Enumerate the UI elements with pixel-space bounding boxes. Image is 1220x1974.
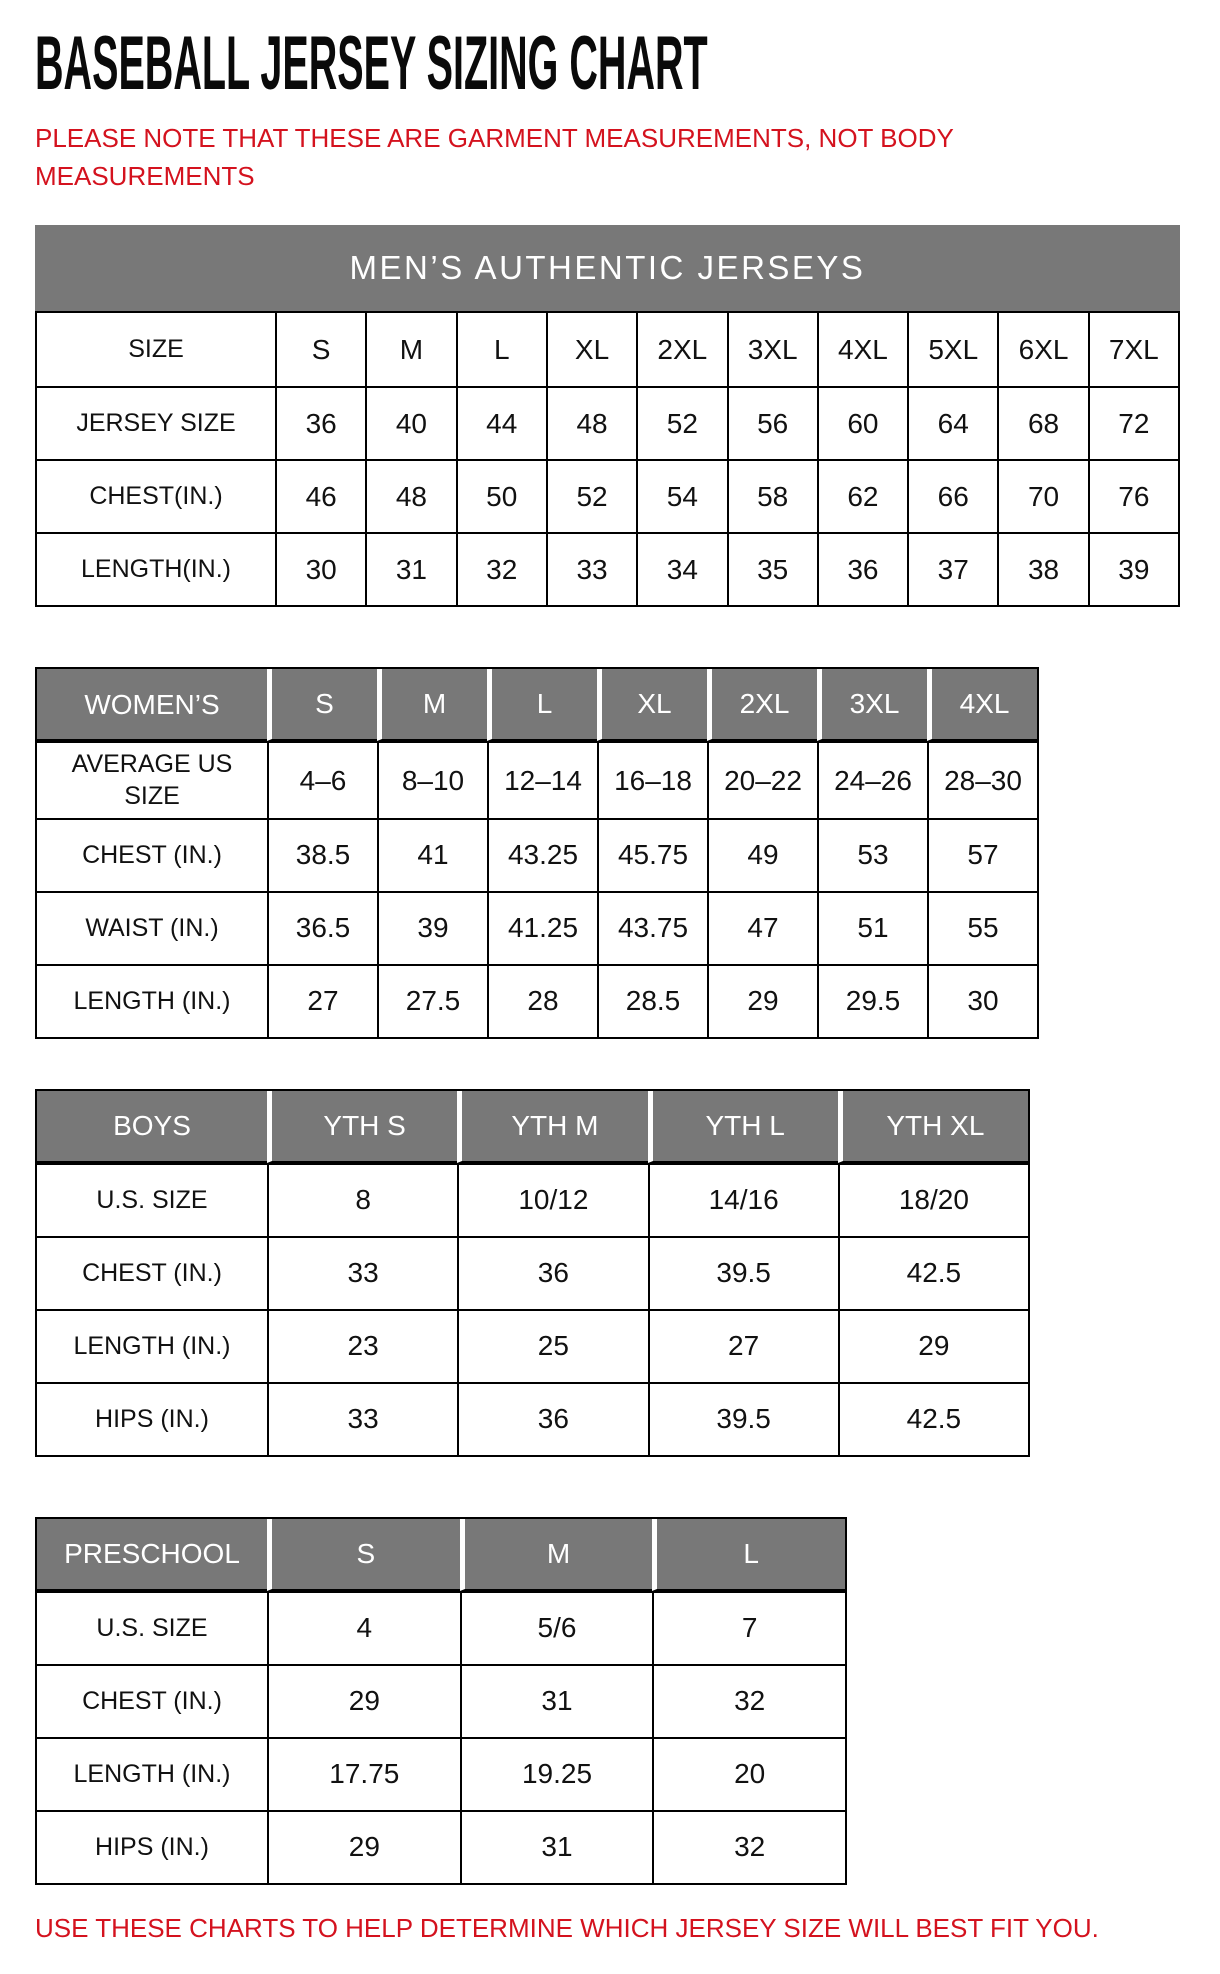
table-row: [37, 1664, 845, 1737]
table-cell: 20: [652, 1737, 845, 1810]
table-cell: 39: [1088, 532, 1178, 605]
table-cell: 27.5: [377, 964, 487, 1037]
table-cell: 33: [267, 1236, 457, 1309]
header-cell: YTH XL: [838, 1091, 1028, 1163]
table-row: [37, 818, 1037, 891]
table-cell: 46: [275, 459, 365, 532]
table-cell: 57: [927, 818, 1037, 891]
table-cell: 47: [707, 891, 817, 964]
row-label: U.S. SIZE: [37, 1591, 267, 1664]
table-cell: 38.5: [267, 818, 377, 891]
table-cell: 33: [546, 532, 636, 605]
table-cell: 27: [267, 964, 377, 1037]
table-cell: XL: [546, 313, 636, 386]
page-title-text: BASEBALL JERSEY SIZING CHART: [35, 21, 708, 106]
table-cell: 36: [275, 386, 365, 459]
table-cell: 76: [1088, 459, 1178, 532]
row-label: AVERAGE US SIZE: [37, 741, 267, 818]
table-cell: 17.75: [267, 1737, 460, 1810]
table-row: [37, 1236, 1028, 1309]
mens-jerseys-table: [35, 311, 1180, 607]
table-row: [37, 1737, 845, 1810]
table-cell: 49: [707, 818, 817, 891]
table-header-row: [37, 1519, 845, 1591]
table-cell: 20–22: [707, 741, 817, 818]
row-label: LENGTH(IN.): [37, 532, 275, 605]
row-label: HIPS (IN.): [37, 1810, 267, 1883]
header-cell: BOYS: [37, 1091, 267, 1163]
table-cell: 43.75: [597, 891, 707, 964]
table-header-row: [37, 669, 1037, 741]
table-cell: 29: [267, 1664, 460, 1737]
table-cell: 31: [460, 1664, 653, 1737]
table-cell: 32: [456, 532, 546, 605]
table-cell: 41.25: [487, 891, 597, 964]
table-cell: 28.5: [597, 964, 707, 1037]
row-label: CHEST (IN.): [37, 818, 267, 891]
table-row: [37, 532, 1178, 605]
table-cell: 51: [817, 891, 927, 964]
table-cell: 52: [546, 459, 636, 532]
table-cell: 6XL: [997, 313, 1087, 386]
table-cell: 60: [817, 386, 907, 459]
table-cell: 41: [377, 818, 487, 891]
preschool-jerseys-table: [35, 1517, 847, 1885]
table-row: [37, 741, 1037, 818]
table-cell: 62: [817, 459, 907, 532]
table-cell: 7: [652, 1591, 845, 1664]
table-cell: 10/12: [457, 1163, 647, 1236]
table-row: [37, 1163, 1028, 1236]
table-cell: 50: [456, 459, 546, 532]
table-cell: 35: [727, 532, 817, 605]
table-row: [37, 386, 1178, 459]
table-row: [37, 964, 1037, 1037]
mens-table-banner: MEN’S AUTHENTIC JERSEYS: [35, 225, 1180, 311]
table-cell: 23: [267, 1309, 457, 1382]
table-cell: 36: [817, 532, 907, 605]
row-label: CHEST (IN.): [37, 1664, 267, 1737]
table-cell: 53: [817, 818, 927, 891]
table-cell: 30: [927, 964, 1037, 1037]
row-label: HIPS (IN.): [37, 1382, 267, 1455]
table-cell: 39.5: [648, 1382, 838, 1455]
table-cell: 40: [365, 386, 455, 459]
table-cell: 14/16: [648, 1163, 838, 1236]
table-cell: 36: [457, 1236, 647, 1309]
boys-jerseys-table: [35, 1089, 1030, 1457]
table-row: [37, 1591, 845, 1664]
table-cell: S: [275, 313, 365, 386]
table-cell: 54: [636, 459, 726, 532]
table-cell: 32: [652, 1810, 845, 1883]
row-label: LENGTH (IN.): [37, 1737, 267, 1810]
table-cell: 39: [377, 891, 487, 964]
table-cell: 19.25: [460, 1737, 653, 1810]
header-cell: 3XL: [817, 669, 927, 741]
table-cell: 45.75: [597, 818, 707, 891]
table-cell: 7XL: [1088, 313, 1178, 386]
table-cell: 68: [997, 386, 1087, 459]
table-cell: 27: [648, 1309, 838, 1382]
table-cell: 12–14: [487, 741, 597, 818]
table-cell: 8: [267, 1163, 457, 1236]
table-cell: 42.5: [838, 1382, 1028, 1455]
header-cell: YTH M: [457, 1091, 647, 1163]
table-cell: 42.5: [838, 1236, 1028, 1309]
table-cell: 34: [636, 532, 726, 605]
table-cell: 48: [365, 459, 455, 532]
table-cell: 56: [727, 386, 817, 459]
table-cell: 44: [456, 386, 546, 459]
table-cell: 25: [457, 1309, 647, 1382]
table-cell: 4XL: [817, 313, 907, 386]
table-cell: 36: [457, 1382, 647, 1455]
table-cell: 37: [907, 532, 997, 605]
table-cell: 64: [907, 386, 997, 459]
header-cell: L: [652, 1519, 845, 1591]
table-cell: 4–6: [267, 741, 377, 818]
header-cell: L: [487, 669, 597, 741]
table-cell: 5/6: [460, 1591, 653, 1664]
garment-measurements-note: PLEASE NOTE THAT THESE ARE GARMENT MEASUREMENTS, NOT BODY MEASUREMENTS: [35, 123, 954, 191]
mens-jerseys-section: [35, 225, 1220, 607]
table-cell: 31: [460, 1810, 653, 1883]
table-cell: 38: [997, 532, 1087, 605]
row-label: LENGTH (IN.): [37, 964, 267, 1037]
header-cell: YTH L: [648, 1091, 838, 1163]
header-cell: S: [267, 669, 377, 741]
table-header-row: [37, 1091, 1028, 1163]
table-cell: 39.5: [648, 1236, 838, 1309]
header-cell: WOMEN’S: [37, 669, 267, 741]
table-cell: M: [365, 313, 455, 386]
page-title: [35, 21, 1220, 110]
table-cell: 72: [1088, 386, 1178, 459]
table-cell: 24–26: [817, 741, 927, 818]
table-row: [37, 891, 1037, 964]
table-cell: 29: [267, 1810, 460, 1883]
row-label: U.S. SIZE: [37, 1163, 267, 1236]
row-label: WAIST (IN.): [37, 891, 267, 964]
row-label: JERSEY SIZE: [37, 386, 275, 459]
header-cell: M: [460, 1519, 653, 1591]
table-cell: 29.5: [817, 964, 927, 1037]
table-cell: 4: [267, 1591, 460, 1664]
table-cell: 70: [997, 459, 1087, 532]
table-cell: 36.5: [267, 891, 377, 964]
header-cell: YTH S: [267, 1091, 457, 1163]
womens-jerseys-table: [35, 667, 1039, 1039]
table-row: [37, 313, 1178, 386]
table-cell: 16–18: [597, 741, 707, 818]
table-cell: 3XL: [727, 313, 817, 386]
header-cell: 4XL: [927, 669, 1037, 741]
table-row: [37, 459, 1178, 532]
row-label: LENGTH (IN.): [37, 1309, 267, 1382]
table-row: [37, 1309, 1028, 1382]
table-cell: 58: [727, 459, 817, 532]
table-cell: 29: [707, 964, 817, 1037]
table-cell: 29: [838, 1309, 1028, 1382]
table-cell: 28–30: [927, 741, 1037, 818]
table-cell: 30: [275, 532, 365, 605]
table-cell: 52: [636, 386, 726, 459]
table-cell: 28: [487, 964, 597, 1037]
header-cell: 2XL: [707, 669, 817, 741]
header-cell: XL: [597, 669, 707, 741]
table-row: [37, 1810, 845, 1883]
row-label: CHEST(IN.): [37, 459, 275, 532]
table-cell: 48: [546, 386, 636, 459]
fit-advice-note: USE THESE CHARTS TO HELP DETERMINE WHICH JERSEY SIZE WILL BEST FIT YOU.: [35, 1912, 1099, 1943]
table-cell: 66: [907, 459, 997, 532]
table-row: [37, 1382, 1028, 1455]
header-cell: PRESCHOOL: [37, 1519, 267, 1591]
table-cell: 2XL: [636, 313, 726, 386]
header-cell: S: [267, 1519, 460, 1591]
table-cell: 55: [927, 891, 1037, 964]
row-label: SIZE: [37, 313, 275, 386]
table-cell: 31: [365, 532, 455, 605]
table-cell: 8–10: [377, 741, 487, 818]
header-cell: M: [377, 669, 487, 741]
table-cell: 32: [652, 1664, 845, 1737]
table-cell: L: [456, 313, 546, 386]
table-cell: 18/20: [838, 1163, 1028, 1236]
row-label: CHEST (IN.): [37, 1236, 267, 1309]
table-cell: 5XL: [907, 313, 997, 386]
table-cell: 33: [267, 1382, 457, 1455]
table-cell: 43.25: [487, 818, 597, 891]
